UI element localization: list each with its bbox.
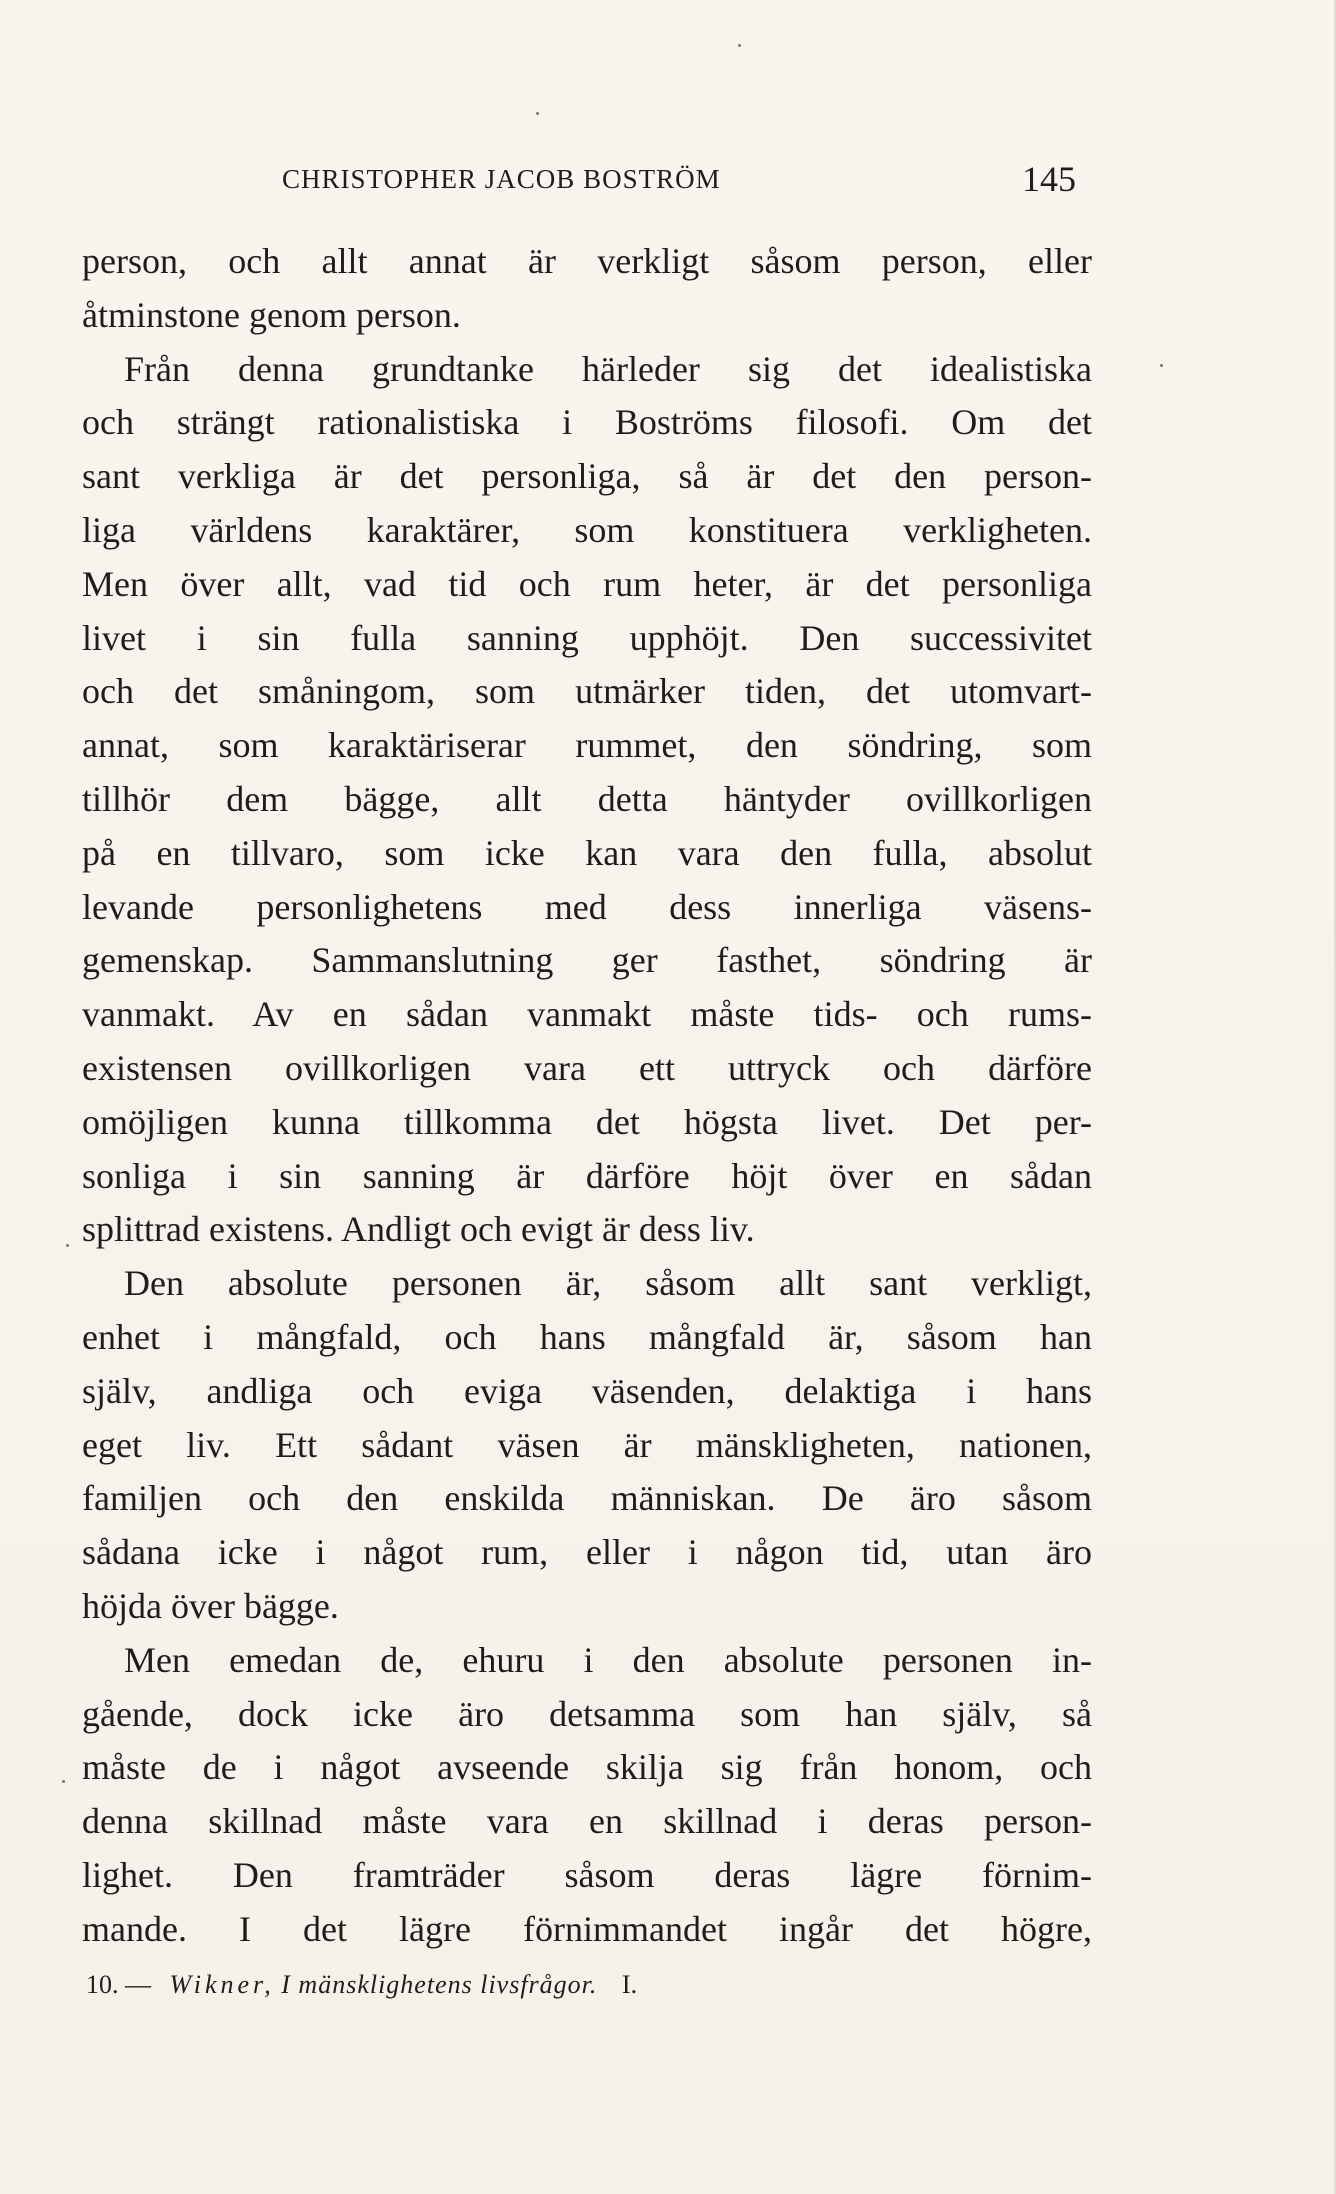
text-line bbox=[82, 1526, 1092, 1580]
print-speck bbox=[738, 44, 741, 47]
text-line-content: enhet i mångfald, och hans mångfald är, såsom han bbox=[82, 1316, 1092, 1357]
text-line bbox=[82, 665, 1092, 719]
text-line-content: sådana icke i något rum, eller i någon tid, utan äro bbox=[82, 1532, 1092, 1573]
text-line-content: och strängt rationalistiska i Boströms filosofi. Om det bbox=[82, 402, 1092, 443]
text-line-content: person, och allt annat är verkligt såsom person, eller bbox=[82, 241, 1092, 281]
text-line-content: existensen ovillkorligen vara ett uttryck och därföre bbox=[82, 1047, 1092, 1088]
text-line bbox=[82, 1257, 1092, 1311]
text-line bbox=[82, 612, 1092, 666]
text-line bbox=[82, 988, 1092, 1042]
text-line-content: omöjligen kunna tillkomma det högsta livet. Det per- bbox=[82, 1101, 1092, 1142]
text-line bbox=[82, 1150, 1092, 1204]
text-line bbox=[82, 450, 1092, 504]
text-line bbox=[82, 343, 1092, 397]
running-head: CHRISTOPHER JACOB BOSTRÖM bbox=[282, 164, 721, 194]
text-line-content: Från denna grundtanke härleder sig det idealistiska bbox=[124, 348, 1092, 389]
text-line-content: livet i sin fulla sanning upphöjt. Den successivitet bbox=[82, 617, 1092, 658]
text-line-content: vanmakt. Av en sådan vanmakt måste tids- och rums- bbox=[82, 994, 1092, 1035]
text-line bbox=[82, 719, 1092, 773]
text-line bbox=[82, 1419, 1092, 1473]
text-line-content: gående, dock icke äro detsamma som han själv, så bbox=[82, 1693, 1092, 1734]
text-line-content: åtminstone genom person. bbox=[82, 294, 461, 335]
text-line-content: eget liv. Ett sådant väsen är mänskligheten, nationen, bbox=[82, 1424, 1092, 1465]
page-header bbox=[0, 158, 1336, 208]
text-line bbox=[82, 827, 1092, 881]
text-line bbox=[82, 1634, 1092, 1688]
text-line bbox=[82, 1042, 1092, 1096]
text-line-content: mande. I det lägre förnimmandet ingår det högre, bbox=[82, 1908, 1092, 1949]
print-speck bbox=[62, 1780, 65, 1783]
text-line bbox=[82, 1741, 1092, 1795]
text-line bbox=[82, 396, 1092, 450]
text-line bbox=[82, 881, 1092, 935]
text-line-content: Men emedan de, ehuru i den absolute personen in- bbox=[124, 1639, 1092, 1680]
text-line-content: liga världens karaktärer, som konstituera verkligheten. bbox=[82, 509, 1092, 550]
text-line bbox=[82, 934, 1092, 988]
text-line-content: tillhör dem bägge, allt detta häntyder ovillkorligen bbox=[82, 778, 1092, 819]
text-line bbox=[82, 1096, 1092, 1150]
signature-number: 10. — bbox=[86, 1970, 151, 1999]
text-line bbox=[82, 558, 1092, 612]
text-line bbox=[82, 504, 1092, 558]
signature-footer bbox=[86, 1970, 637, 2000]
page-number: 145 bbox=[1022, 159, 1076, 199]
text-line bbox=[82, 1203, 1092, 1257]
text-line-content: lighet. Den framträder såsom deras lägre förnim- bbox=[82, 1854, 1092, 1895]
text-line bbox=[82, 235, 1092, 289]
text-line-content: själv, andliga och eviga väsenden, delaktiga i hans bbox=[82, 1370, 1092, 1411]
text-line-content: annat, som karaktäriserar rummet, den söndring, som bbox=[82, 725, 1092, 766]
text-line-content: sant verkliga är det personliga, så är det den person- bbox=[82, 456, 1092, 497]
footer-author: Wikner, bbox=[169, 1970, 275, 1999]
text-line-content: måste de i något avseende skilja sig från honom, och bbox=[82, 1747, 1092, 1788]
text-line bbox=[82, 1472, 1092, 1526]
text-line-content: höjda över bägge. bbox=[82, 1585, 339, 1626]
text-line bbox=[82, 1365, 1092, 1419]
text-line bbox=[82, 289, 1092, 343]
footer-volume: I. bbox=[621, 1970, 638, 1999]
text-line-content: sonliga i sin sanning är därföre höjt över en sådan bbox=[82, 1155, 1092, 1196]
text-line-content: gemenskap. Sammanslutning ger fasthet, söndring är bbox=[82, 940, 1092, 981]
text-line bbox=[82, 1688, 1092, 1742]
print-speck bbox=[1160, 364, 1163, 367]
text-line-content: på en tillvaro, som icke kan vara den fulla, absolut bbox=[82, 832, 1092, 873]
body-text bbox=[82, 235, 1092, 1957]
text-line-content: Den absolute personen är, såsom allt sant verkligt, bbox=[124, 1263, 1092, 1304]
text-line-content: denna skillnad måste vara en skillnad i deras person- bbox=[82, 1801, 1092, 1842]
text-line-content: Men över allt, vad tid och rum heter, är det personliga bbox=[82, 563, 1092, 604]
text-line-content: splittrad existens. Andligt och evigt är dess liv. bbox=[82, 1209, 755, 1250]
text-line bbox=[82, 1849, 1092, 1903]
text-line bbox=[82, 1795, 1092, 1849]
print-speck bbox=[536, 112, 539, 115]
text-line-content: och det småningom, som utmärker tiden, det utomvart- bbox=[82, 671, 1092, 712]
footer-title: I mänsklighetens livsfrågor. bbox=[281, 1970, 598, 1999]
print-speck bbox=[66, 1244, 69, 1247]
text-line bbox=[82, 1580, 1092, 1634]
text-line-content: levande personlighetens med dess innerliga väsens- bbox=[82, 886, 1092, 927]
text-line bbox=[82, 1903, 1092, 1957]
text-line bbox=[82, 773, 1092, 827]
text-line-content: familjen och den enskilda människan. De äro såsom bbox=[82, 1478, 1092, 1519]
text-line bbox=[82, 1311, 1092, 1365]
